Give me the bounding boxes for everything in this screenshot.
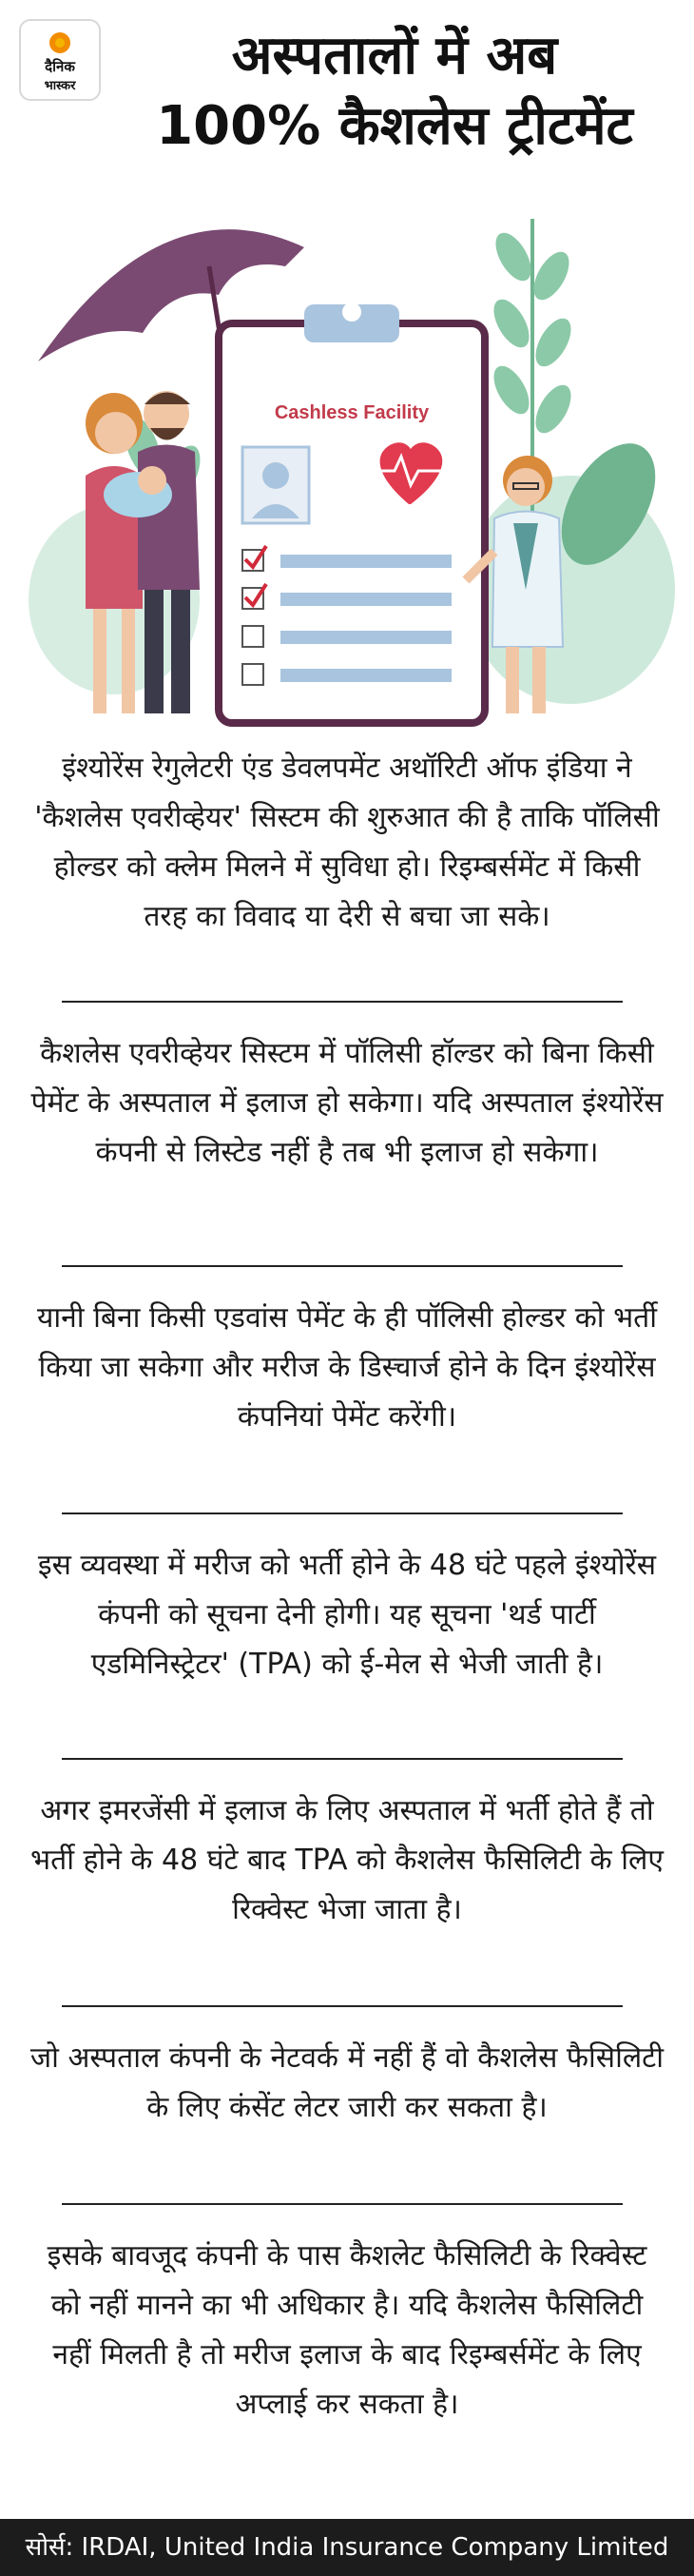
title-line-2: 100% कैशलेस ट्रीटमेंट: [156, 95, 633, 157]
dainik-bhaskar-logo: [19, 19, 101, 101]
logo-line-2: भास्कर: [44, 79, 76, 93]
paragraph-2: कैशलेस एवरीव्हेयर सिस्टम में पॉलिसी हॉल्डर को बिना किसी पेमेंट के अस्पताल में इलाज हो सकेगा। यदि अस्पताल इंश्योरेंस कंपनी से लिस्टेड नहीं है तब भी इलाज हो सकेगा।: [30, 1037, 664, 1169]
header: [0, 0, 694, 190]
divider: [62, 2203, 623, 2205]
page-title: [105, 21, 684, 162]
source-footer: सोर्स: IRDAI, United India Insurance Company Limited: [0, 2519, 694, 2576]
paragraph-5: अगर इमरजेंसी में इलाज के लिए अस्पताल में भर्ती होते हैं तो भर्ती होने के 48 घंटे बाद TPA को कैशलेस फैसिलिटी के लिए रिक्वेस्ट भेजा जाता है।: [30, 1794, 664, 1926]
divider: [62, 2005, 623, 2007]
paragraph-1: इंश्योरेंस रेगुलेटरी एंड डेवलपमेंट अथॉरिटी ऑफ इंडिया ने 'कैशलेस एवरीव्हेयर' सिस्टम की शुरुआत की है ताकि पॉलिसी होल्डर को क्लेम मिलने में सुविधा हो। रिइम्बर्समेंट में किसी तरह का विवाद या देरी से बचा जा सके।: [34, 751, 660, 933]
clipboard-card: [219, 302, 485, 723]
logo-line-1: दैनिक: [45, 58, 75, 75]
card-label: Cashless Facility: [274, 402, 430, 423]
paragraph-4: इस व्यवस्था में मरीज को भर्ती होने के 48 घंटे पहले इंश्योरेंस कंपनी को सूचना देनी होगी। यह सूचना 'थर्ड पार्टी एडमिनिस्ट्रेटर' (TPA) को ई-मेल से भेजी जाती है।: [37, 1549, 657, 1681]
sun-icon: [49, 32, 70, 53]
divider: [62, 1001, 623, 1003]
divider: [62, 1758, 623, 1760]
divider: [62, 1265, 623, 1267]
divider: [62, 1512, 623, 1514]
title-line-1: अस्पतालों में अब: [231, 25, 558, 87]
cashless-facility-illustration: [0, 190, 694, 732]
paragraph-6: जो अस्पताल कंपनी के नेटवर्क में नहीं हैं वो कैशलेस फैसिलिटी के लिए कंसेंट लेटर जारी कर सकता है।: [29, 2041, 665, 2124]
paragraph-7: इसके बावजूद कंपनी के पास कैशलेट फैसिलिटी के रिक्वेस्ट को नहीं मानने का भी अधिकार है। यदि कैशलेस फैसिलिटी नहीं मिलती है तो मरीज इलाज के बाद रिइम्बर्समेंट के लिए अप्लाई कर सकता है।: [47, 2239, 647, 2421]
paragraph-3: यानी बिना किसी एडवांस पेमेंट के ही पॉलिसी होल्डर को भर्ती किया जा सकेगा और मरीज के डिस्चार्ज होने के दिन इंश्योरेंस कंपनियां पेमेंट करेंगी।: [36, 1301, 658, 1434]
